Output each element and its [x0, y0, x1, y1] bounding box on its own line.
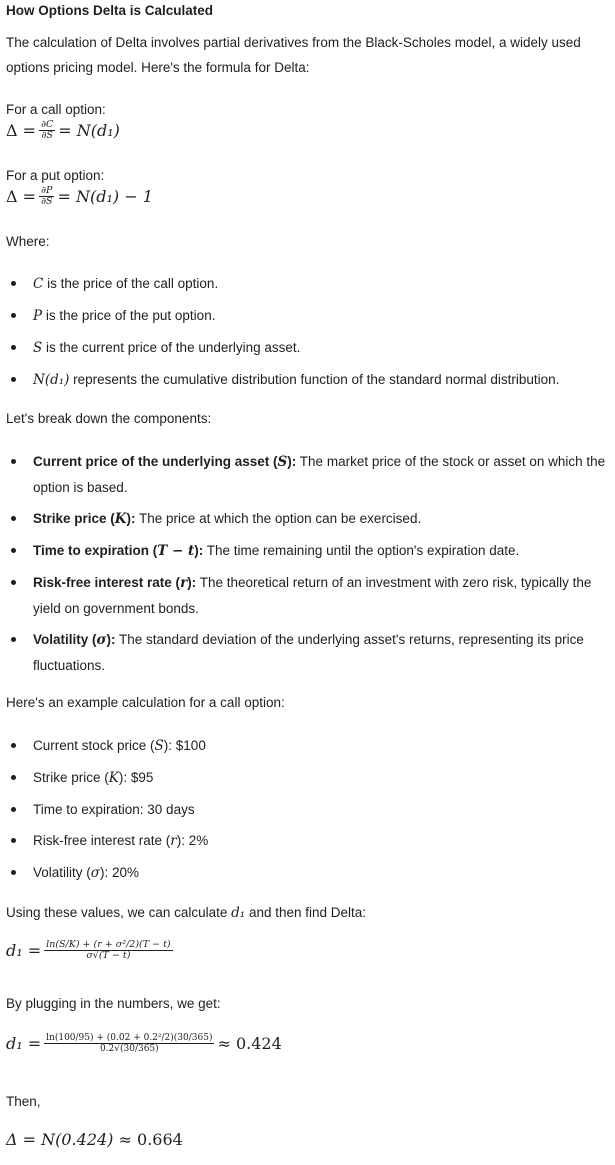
d1-numeric-fraction: $\frac{\text{ln(100/95) + (0.02 + 0.2²/2)(30/365)}}{0.2√(30/365)}$ — [46, 1033, 213, 1054]
d1-value: ≈ 0.424 — [217, 1034, 282, 1053]
list-item: S is the current price of the underlying asset. — [0, 335, 610, 361]
list-item: Time to expiration: 30 days — [0, 797, 610, 822]
intro-paragraph: The calculation of Delta involves partial derivatives from the Black-Scholes model, a widely used options pricing model. Here's the formula for Delta: — [6, 35, 581, 75]
list-item: P is the price of the put option. — [0, 303, 610, 329]
list-item: N(d₁) represents the cumulative distribution function of the standard normal distribution. — [0, 367, 610, 393]
list-item: Risk-free interest rate (r): 2% — [0, 828, 610, 854]
where-list — [0, 271, 610, 393]
list-item: Risk-free interest rate (r): The theoretical return of an investment with zero risk, typically the yield on government bonds. — [0, 570, 610, 621]
example-list — [0, 733, 610, 886]
call-partial-fraction: $\frac{\partial C}{\partial S}$ — [41, 119, 54, 141]
list-item: Strike price (K): The price at which the option can be exercised. — [0, 506, 610, 532]
call-delta-rhs: = N(d₁) — [58, 121, 120, 140]
example-label: Here's an example calculation for a call option: — [6, 695, 285, 710]
d1-formula: d₁ = $\frac{\text{ln(S/K) + (r + σ²/2)(T − t)}}{\sigma√(T - t)}$ — [6, 939, 171, 961]
list-item: Current stock price (S): $100 — [0, 733, 610, 759]
d1-fraction: $\frac{\text{ln(S/K) + (r + σ²/2)(T − t)}}{\sigma√(T - t)}$ — [46, 939, 171, 961]
call-delta-symbol: Δ — [6, 121, 18, 140]
put-delta-formula: Δ = $\frac{\partial P}{\partial S}$ = N(d₁) − 1 — [6, 185, 153, 207]
delta-value: ≈ 0.664 — [118, 1130, 183, 1149]
list-item: C is the price of the call option. — [0, 271, 610, 297]
put-label: For a put option: — [6, 168, 105, 183]
components-list — [0, 449, 610, 678]
put-partial-fraction: $\frac{\partial P}{\partial S}$ — [41, 185, 53, 207]
put-delta-symbol: Δ — [6, 187, 18, 206]
where-label: Where: — [6, 234, 50, 249]
then-label: Then, — [6, 1094, 41, 1109]
using-values-paragraph: Using these values, we can calculate d₁ and then find Delta: — [6, 905, 367, 921]
components-label: Let's break down the components: — [6, 411, 212, 426]
call-label: For a call option: — [6, 102, 106, 117]
delta-result: Δ = N(0.424) ≈ 0.664 — [6, 1130, 183, 1149]
list-item: Time to expiration (T − t): The time remaining until the option's expiration date. — [0, 538, 610, 564]
plugging-label: By plugging in the numbers, we get: — [6, 996, 221, 1011]
put-delta-rhs: = N(d₁) − 1 — [57, 187, 153, 206]
list-item: Strike price (K): $95 — [0, 765, 610, 791]
list-item: Current price of the underlying asset (S): The market price of the stock or asset on which the option is based. — [0, 449, 610, 500]
list-item: Volatility (σ): The standard deviation of the underlying asset's returns, representing its price fluctuations. — [0, 627, 610, 678]
d1-numeric-formula: d₁ = $\frac{\text{ln(100/95) + (0.02 + 0.2²/2)(30/365)}}{0.2√(30/365)}$ ≈ 0.424 — [6, 1033, 282, 1054]
section-title: How Options Delta is Calculated — [6, 3, 214, 18]
list-item: Volatility (σ): 20% — [0, 860, 610, 886]
call-delta-formula: Δ = $\frac{\partial C}{\partial S}$ = N(d₁) — [6, 119, 120, 141]
